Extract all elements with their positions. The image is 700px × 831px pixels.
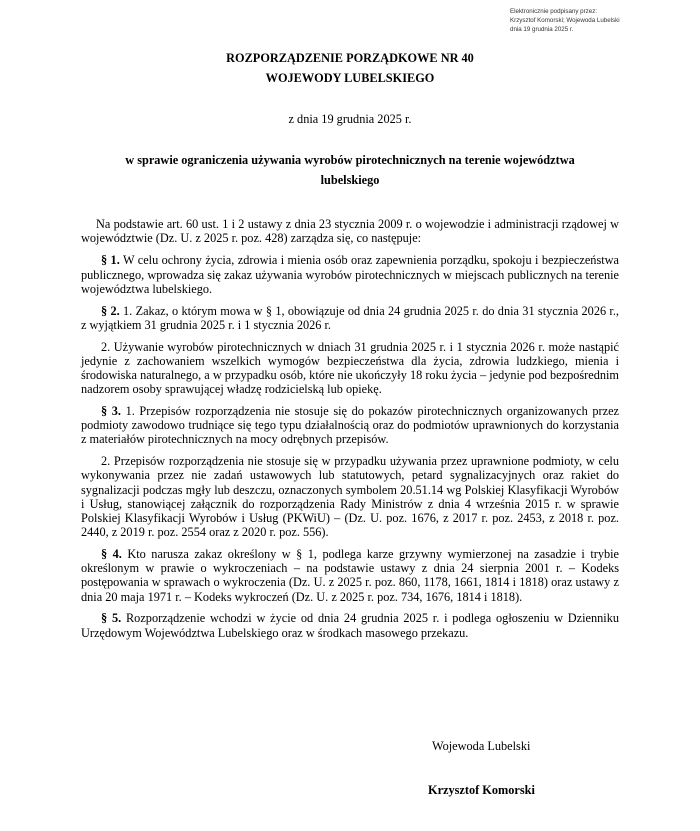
paragraph-5: [81, 611, 619, 639]
paragraph-4-text: Kto narusza zakaz określony w § 1, podlega karze grzywny wymierzonej na zasadzie i trybie określonym w prawie o wykroczeniach – na podstawie ustawy z dnia 24 sierpnia 2001 r. – Kodeks postępowania w sprawach o wykroczenia (Dz. U. z 2025 r. poz. 860, 1178, 1661, 1814 i 1818) oraz ustawy z dnia 20 maja 1971 r. – Kodeks wykroczeń (Dz. U. z 2025 r. poz. 734, 1676, 1814 i 1818).: [81, 547, 620, 604]
signatory-name: Krzysztof Komorski: [428, 783, 535, 797]
paragraph-4-number: § 4.: [101, 547, 122, 562]
document-title-line-2: WOJEWODY LUBELSKIEGO: [265, 71, 435, 85]
electronic-signature-note: [510, 7, 690, 34]
paragraph-5-number: § 5.: [101, 611, 122, 626]
paragraph-1-number: § 1.: [101, 253, 120, 268]
document-body: [81, 217, 619, 647]
paragraph-4: [81, 547, 619, 604]
paragraph-3-section-2: 2. Przepisów rozporządzenia nie stosuje się w przypadku używania przez uprawnione podmioty, w celu wykonywania przez nie zadań ustawowych lub statutowych, petard sygnalizacyjnych oraz rakiet do sygnalizacji podczas mgły lub deszczu, oznaczonych symbolem 20.51.14 wg Polskiej Klasyfikacji Wyrobów i Usług, stanowiącej załącznik do rozporządzenia Rady Ministrów z dnia 4 września 2015 r. w sprawie Polskiej Klasyfikacji Wyrobów i Usług (PKWiU) – (Dz. U. poz. 1676, z 2017 r. poz. 2453, z 2018 r. poz. 2440, z 2019 r. poz. 2554 oraz z 2020 r. poz. 556).: [81, 454, 619, 540]
document-title-line-1: ROZPORZĄDZENIE PORZĄDKOWE NR 40: [226, 51, 474, 65]
document-subject-line-2: lubelskiego: [320, 173, 380, 187]
paragraph-2: [81, 304, 619, 332]
paragraph-2-number: § 2.: [101, 303, 120, 318]
signatory-role: Wojewoda Lubelski: [432, 739, 531, 753]
document-subject-line-1: w sprawie ograniczenia używania wyrobów pirotechnicznych na terenie województwa: [125, 153, 575, 167]
preamble: Na podstawie art. 60 ust. 1 i 2 ustawy z dnia 23 stycznia 2009 r. o wojewodzie i administracji rządowej w województwie (Dz. U. z 2025 r. poz. 428) zarządza się, co następuje:: [81, 217, 619, 246]
paragraph-2-section-2: 2. Używanie wyrobów pirotechnicznych w dniach 31 grudnia 2025 r. i 1 stycznia 2026 r. może nastąpić jedynie z zachowaniem wszelkich wymogów bezpieczeństwa dla życia, zdrowia ludzkiego, mienia i środowiska naturalnego, a w przypadku osób, które nie ukończyły 18 roku życia – jedynie pod bezpośrednim nadzorem osoby sprawującej władzę rodzicielską lub opiekę.: [81, 339, 619, 397]
paragraph-5-text: Rozporządzenie wchodzi w życie od dnia 24 grudnia 2025 r. i podlega ogłoszeniu w Dzienniku Urzędowym Województwa Lubelskiego oraz w środkach masowego przekazu.: [81, 611, 619, 640]
paragraph-3-number: § 3.: [101, 404, 121, 419]
esign-line-1: Elektronicznie podpisany przez:: [510, 8, 598, 15]
paragraph-3: [81, 404, 619, 447]
paragraph-1-text: W celu ochrony życia, zdrowia i mienia osób oraz zapewnienia porządku, spokoju i bezpieczeństwa publicznego, wprowadza się zakaz używania wyrobów pirotechnicznych w miejscach publicznych na terenie województwa lubelskiego.: [81, 253, 619, 296]
esign-line-3: dnia 19 grudnia 2025 r.: [510, 26, 574, 33]
document-date: z dnia 19 grudnia 2025 r.: [288, 112, 412, 126]
paragraph-1: [81, 253, 619, 296]
esign-line-2: Krzysztof Komorski; Wojewoda Lubelski: [510, 17, 620, 24]
paragraph-2-text: 1. Zakaz, o którym mowa w § 1, obowiązuje od dnia 24 grudnia 2025 r. do dnia 31 stycznia 2026 r., z wyjątkiem 31 grudnia 2025 r. i 1 stycznia 2026 r.: [81, 303, 619, 332]
paragraph-3-text: 1. Przepisów rozporządzenia nie stosuje się do pokazów pirotechnicznych organizowanych przez podmioty zawodowo trudniące się tego typu działalnością oraz do podmiotów uprawnionych do korzystania z materiałów pirotechnicznych na mocy odrębnych przepisów.: [81, 404, 620, 447]
